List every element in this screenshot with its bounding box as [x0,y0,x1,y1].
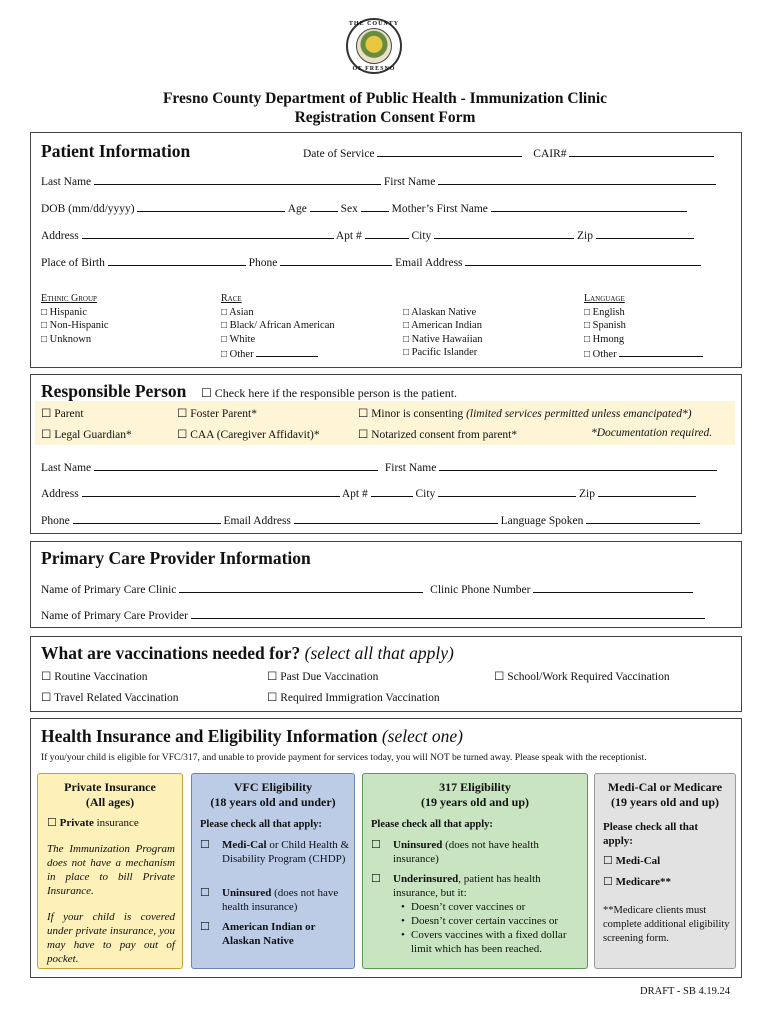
age-label: Age [287,203,307,215]
dob-label: DOB (mm/dd/yyyy) [41,203,135,215]
pcp-provider-field[interactable] [191,608,705,619]
race-white-checkbox[interactable]: □ White [221,333,256,345]
phone-label: Phone [248,257,278,269]
e317-bullet-3: • Covers vaccines with a fixed dollar limit which has been reached. [397,928,577,956]
travel-vaccination-checkbox[interactable]: ☐ Travel Related Vaccination [41,692,179,704]
race-alaskan-native-checkbox[interactable]: □ Alaskan Native [403,306,477,318]
e317-eligibility-column [362,773,588,969]
caa-checkbox[interactable]: ☐ CAA (Caregiver Affidavit)* [177,429,320,441]
race-native-hawaiian-checkbox[interactable]: □ Native Hawaiian [403,333,483,345]
draft-version-label: DRAFT - SB 4.19.24 [640,986,730,997]
race-black-checkbox[interactable]: □ Black/ African American [221,320,335,331]
seal-bottom-text: OF FRESNO [352,66,396,72]
patient-information-section [30,132,742,368]
rp-phone-label: Phone [41,515,70,527]
rp-email-label: Email Address [223,515,291,527]
rp-address-field[interactable] [82,486,340,497]
rp-city-label: City [415,488,436,500]
dob-field[interactable] [137,201,285,212]
vaccinations-heading: What are vaccinations needed for? (select all that apply) [41,643,454,663]
rp-apt-label: Apt # [341,488,368,500]
rp-phone-field[interactable] [73,513,221,524]
parent-checkbox[interactable]: ☐ Parent [41,408,84,420]
rp-first-name-label: First Name [384,462,437,474]
first-name-field[interactable] [438,174,716,185]
city-field[interactable] [434,228,574,239]
vfc-title: VFC Eligibility (18 years old and under) [210,780,336,809]
language-english-checkbox[interactable]: □ English [584,306,625,318]
pcp-clinic-phone-label: Clinic Phone Number [430,584,531,596]
race-label: Race [221,293,242,304]
mothers-first-name-label: Mother’s First Name [391,203,488,215]
pcp-section [30,541,742,628]
insurance-notice: If you/your child is eligible for VFC/317, and unable to provide payment for services today, you will NOT be turned away. Please speak with the receptionist. [41,752,647,763]
ethnic-non-hispanic-checkbox[interactable]: □ Non-Hispanic [41,320,109,331]
race-american-indian-checkbox[interactable]: □ American Indian [403,320,482,331]
e317-bullet-1: • Doesn’t cover vaccines or [397,900,577,914]
private-insurance-note2: If your child is covered under private insurance, you may have to pay out of pocket. [47,911,175,965]
place-of-birth-field[interactable] [108,255,246,266]
medicare-checkbox[interactable]: ☐ Medicare** [603,876,672,888]
responsible-person-section [30,374,742,534]
vaccinations-section [30,636,742,712]
date-of-service-label: Date of Service [303,148,375,160]
ethnic-unknown-checkbox[interactable]: □ Unknown [41,333,92,345]
pcp-provider-label: Name of Primary Care Provider [41,610,188,622]
city-label: City [411,230,432,242]
language-hmong-checkbox[interactable]: □ Hmong [584,333,625,345]
routine-vaccination-checkbox[interactable]: ☐ Routine Vaccination [41,671,148,683]
language-spanish-checkbox[interactable]: □ Spanish [584,320,626,331]
immigration-vaccination-checkbox[interactable]: ☐ Required Immigration Vaccination [267,692,440,704]
cair-field[interactable] [569,146,714,157]
rp-language-field[interactable] [586,513,700,524]
pcp-clinic-label: Name of Primary Care Clinic [41,584,177,596]
foster-parent-checkbox[interactable]: ☐ Foster Parent* [177,408,257,420]
race-pacific-islander-checkbox[interactable]: □ Pacific Islander [403,347,478,358]
vfc-american-indian-checkbox[interactable]: ☐ American Indian or Alaskan Native [200,921,316,947]
race-asian-checkbox[interactable]: □ Asian [221,306,254,318]
documentation-required-note: *Documentation required. [591,427,713,439]
rp-email-field[interactable] [294,513,498,524]
past-due-vaccination-checkbox[interactable]: ☐ Past Due Vaccination [267,671,379,683]
e317-uninsured-checkbox[interactable]: ☐ Uninsured (does not have health insurance) [371,839,539,865]
e317-underinsured-checkbox[interactable]: ☐ Underinsured, patient has health insurance, but it: • Doesn’t cover vaccines or • Doesn’t cover certain vaccines or • Covers vaccines with a fixed dollar limit which has been reached. [371,872,583,956]
email-label: Email Address [395,257,463,269]
apt-label: Apt # [335,230,362,242]
zip-label: Zip [577,230,593,242]
responsible-person-heading: Responsible Person [41,381,187,401]
zip-field[interactable] [596,228,694,239]
email-field[interactable] [465,255,701,266]
address-label: Address [41,230,79,242]
vfc-uninsured-checkbox[interactable]: ☐ Uninsured (does not have health insurance) [200,887,339,913]
private-insurance-checkbox[interactable]: ☐ Private insurance [47,817,139,829]
insurance-heading: Health Insurance and Eligibility Information (select one) [41,726,463,746]
apt-field[interactable] [365,228,409,239]
vfc-eligibility-column [191,773,355,969]
form-title-line2: Registration Consent Form [294,109,476,126]
patient-information-heading: Patient Information [41,141,191,161]
last-name-label: Last Name [41,176,92,188]
notarized-consent-checkbox[interactable]: ☐ Notarized consent from parent* [358,429,518,441]
language-other-checkbox[interactable]: □ Other [584,346,718,362]
rp-language-label: Language Spoken [500,515,584,527]
medi-prompt: Please check all that apply: [603,821,699,847]
rp-zip-label: Zip [579,488,595,500]
private-insurance-column [37,773,183,969]
seal-top-text: THE COUNTY [348,21,400,27]
race-other-checkbox[interactable]: □ Other [221,346,491,362]
rp-address-label: Address [41,488,79,500]
school-work-vaccination-checkbox[interactable]: ☐ School/Work Required Vaccination [494,671,670,683]
ethnic-group-label: Ethnic Group [41,293,97,304]
language-label: Language [584,293,625,304]
e317-title: 317 Eligibility (19 years old and up) [420,780,530,809]
pcp-clinic-phone-field[interactable] [533,582,693,593]
medi-cal-checkbox[interactable]: ☐ Medi-Cal [603,855,661,867]
medi-title: Medi-Cal or Medicare (19 years old and up) [607,780,723,809]
cair-label: CAIR# [533,148,567,160]
county-seal-logo [346,18,402,74]
rp-city-field[interactable] [438,486,576,497]
address-field[interactable] [82,228,334,239]
e317-bullet-2: • Doesn’t cover certain vaccines or [397,914,577,928]
place-of-birth-label: Place of Birth [41,257,105,269]
rp-apt-field[interactable] [371,486,413,497]
medicare-note: **Medicare clients must complete additional eligibility screening form. [603,905,730,944]
private-insurance-note1: The Immunization Program does not have a mechanism in place to bill Private Insurance. [47,843,175,897]
date-of-service-field[interactable] [377,146,522,157]
form-title-line1: Fresno County Department of Public Health - Immunization Clinic [162,90,608,107]
vfc-prompt: Please check all that apply: [200,819,322,830]
age-field[interactable] [310,201,338,212]
insurance-section [30,718,742,978]
sex-label: Sex [340,203,358,215]
rp-last-name-field[interactable] [94,460,378,471]
rp-zip-field[interactable] [598,486,696,497]
legal-guardian-checkbox[interactable]: ☐ Legal Guardian* [41,429,132,441]
pcp-clinic-field[interactable] [179,582,423,593]
rp-first-name-field[interactable] [439,460,717,471]
last-name-field[interactable] [94,174,381,185]
rp-last-name-label: Last Name [41,462,92,474]
sex-field[interactable] [361,201,389,212]
first-name-label: First Name [383,176,436,188]
vfc-medical-checkbox[interactable]: ☐ Medi-Cal or Child Health & Disability Program (CHDP) [200,839,350,865]
private-insurance-title: Private Insurance (All ages) [64,780,156,809]
mothers-first-name-field[interactable] [491,201,687,212]
medi-cal-medicare-column [594,773,736,969]
e317-prompt: Please check all that apply: [371,819,493,830]
seal-emblem-icon [356,28,392,64]
phone-field[interactable] [280,255,392,266]
responsible-is-patient-checkbox[interactable]: ☐ Check here if the responsible person is the patient. [201,386,458,400]
pcp-heading: Primary Care Provider Information [41,548,311,568]
ethnic-hispanic-checkbox[interactable]: □ Hispanic [41,306,87,318]
minor-consenting-checkbox[interactable]: ☐ Minor is consenting (limited services permitted unless emancipated*) [358,408,692,420]
